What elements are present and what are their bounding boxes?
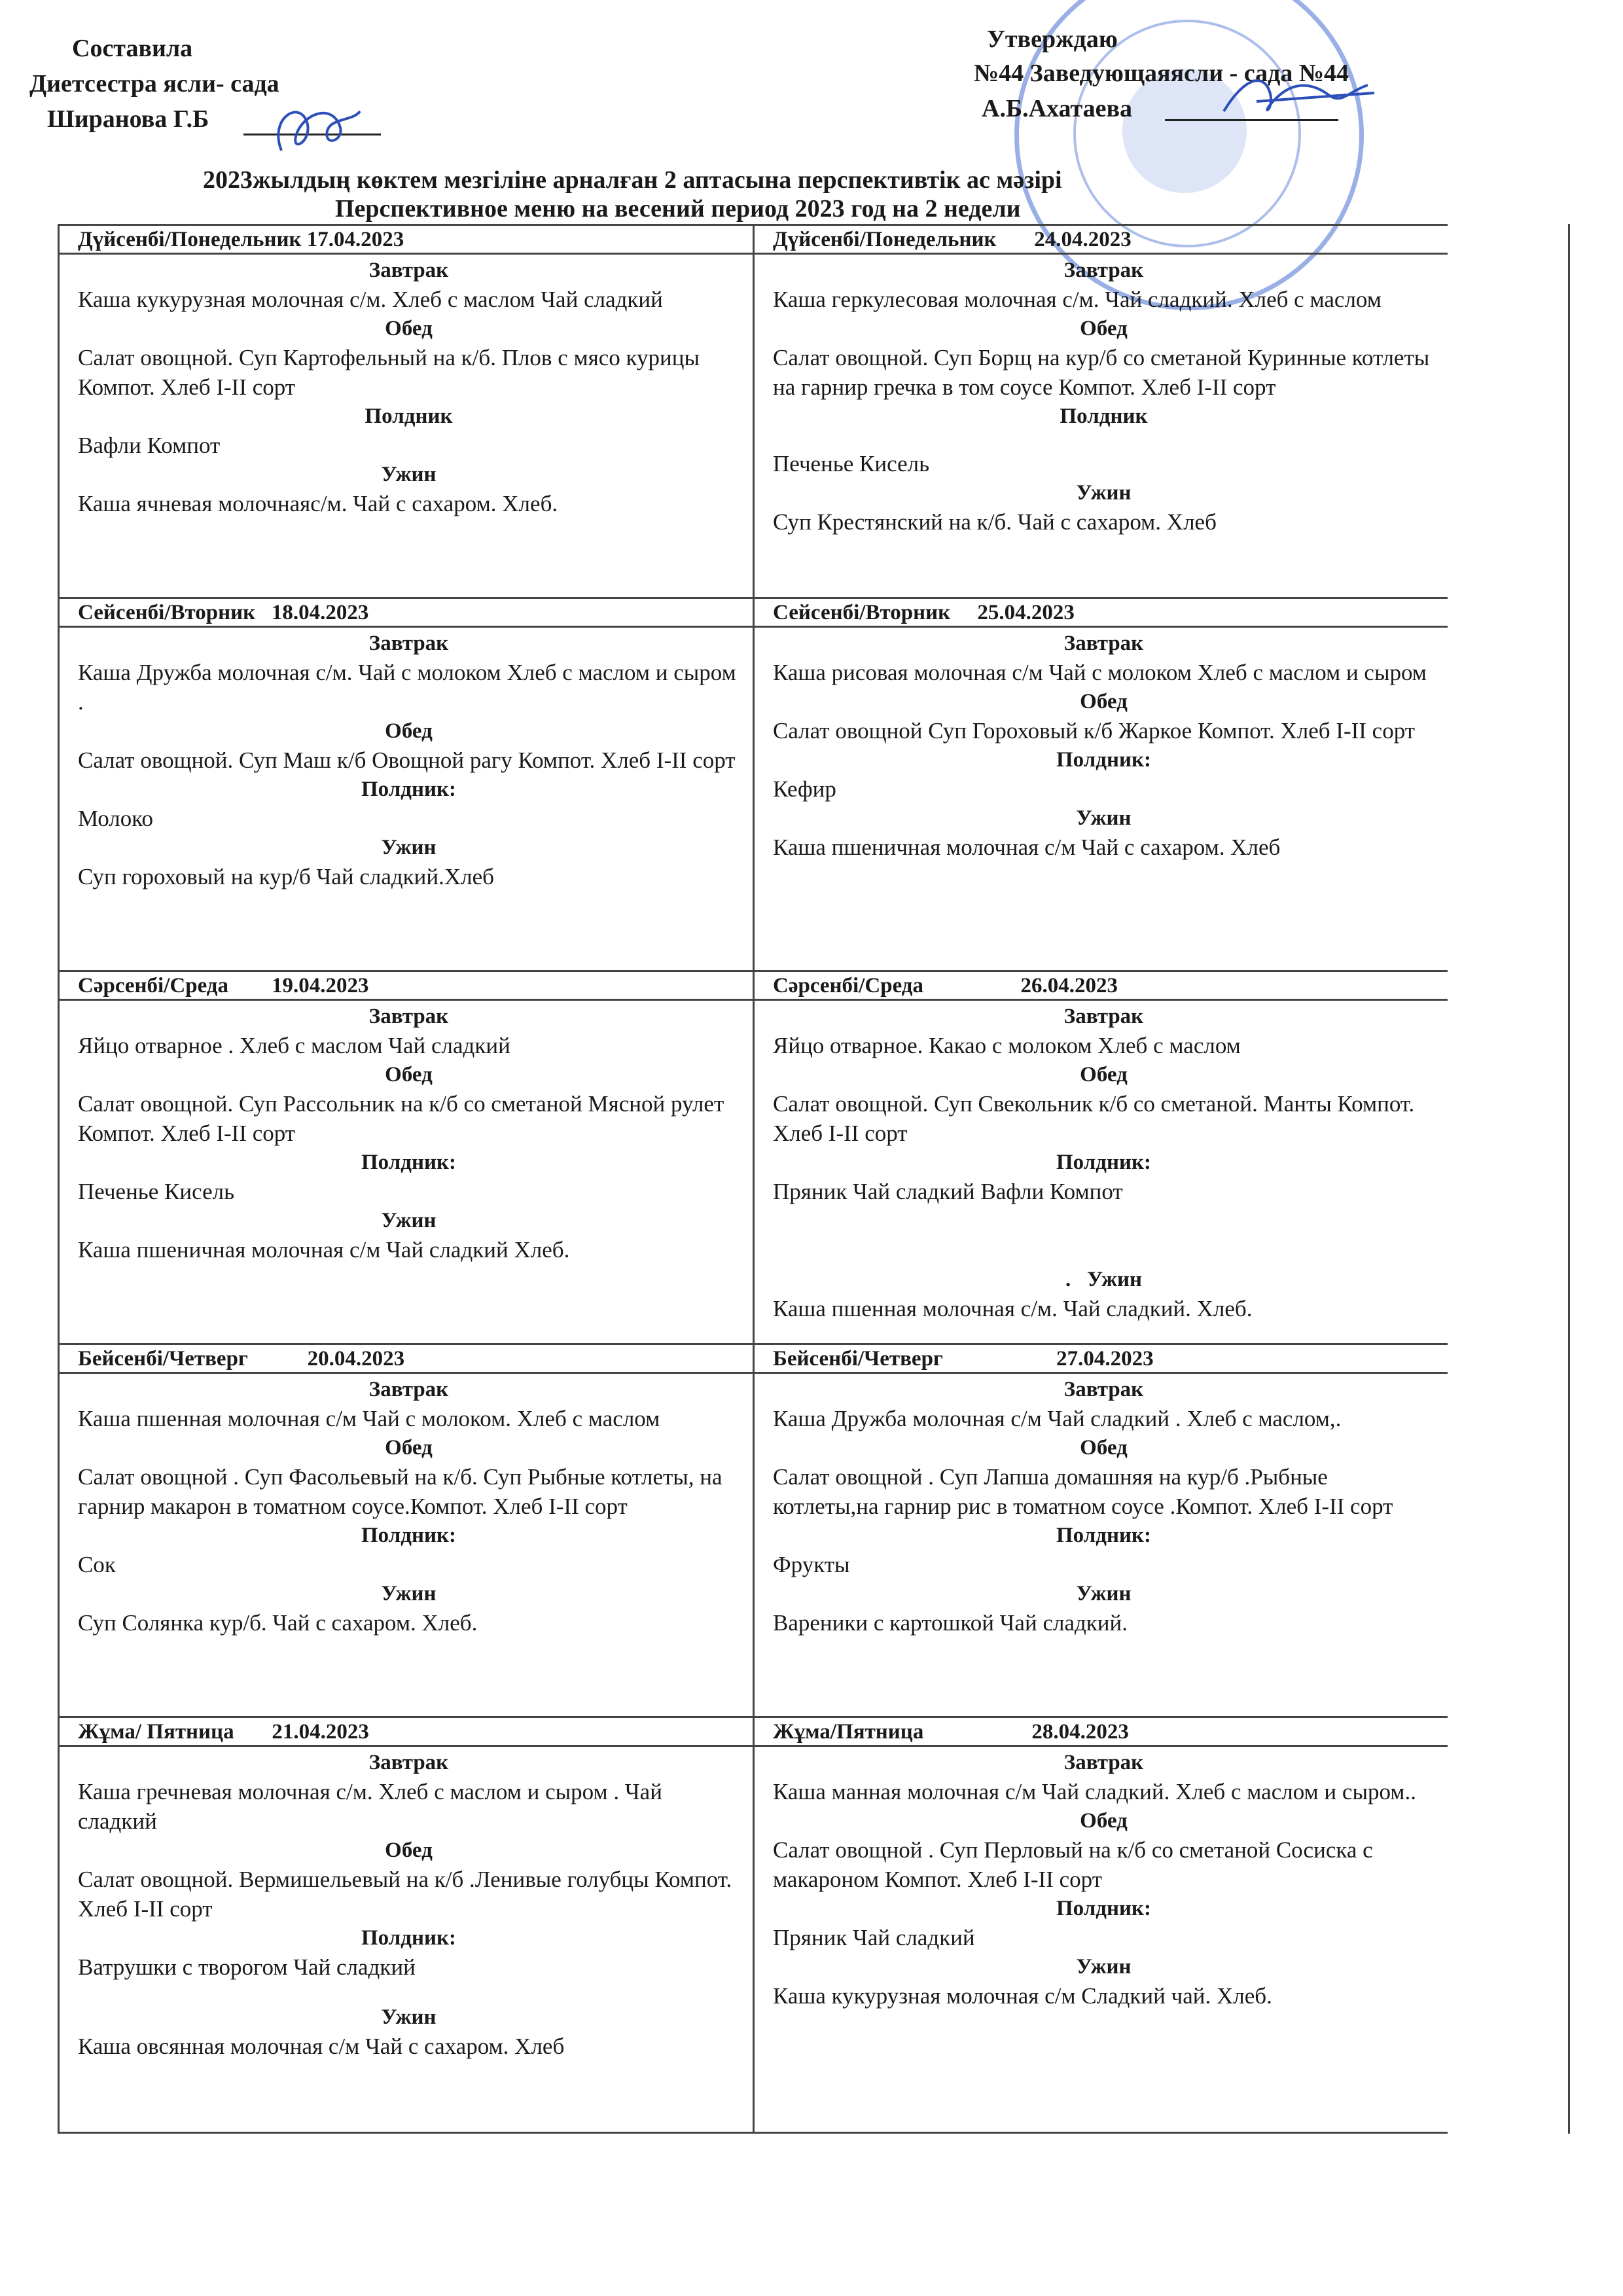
- snack-items: Молоко: [78, 806, 153, 831]
- breakfast-items: Каша Дружба молочная с/м. Чай с молоком Хлеб с маслом и сыром .: [78, 660, 736, 715]
- breakfast-label: Завтрак: [368, 1005, 449, 1028]
- breakfast-label: Завтрак: [368, 1378, 449, 1401]
- dinner-items: Каша овсянная молочная с/м Чай с сахаром. Хлеб: [78, 2034, 565, 2059]
- breakfast-label: Завтрак: [1063, 1751, 1144, 1774]
- breakfast-label: Завтрак: [368, 632, 449, 655]
- day-cell: [58, 1716, 753, 2134]
- snack-label: Полдник:: [361, 778, 456, 801]
- breakfast-label: Завтрак: [1063, 632, 1144, 655]
- breakfast-items: Каша гречневая молочная с/м. Хлеб с маслом и сыром . Чай сладкий: [78, 1779, 662, 1834]
- compiler-signature: [262, 92, 366, 164]
- day-header: Сәрсенбі/Среда 26.04.2023: [755, 972, 1448, 1001]
- day-cell: [58, 1343, 753, 1716]
- lunch-label: Обед: [1080, 690, 1128, 713]
- lunch-label: Обед: [385, 1839, 433, 1862]
- snack-items: Кефир: [773, 776, 836, 802]
- day-header: Дүйсенбі/Понедельник 24.04.2023: [755, 226, 1448, 255]
- snack-label: Полдник:: [1056, 748, 1151, 772]
- dinner-label: Ужин: [381, 1209, 437, 1232]
- dinner-label: Ужин: [381, 836, 437, 859]
- lunch-items: Салат овощной. Суп Картофельный на к/б. Плов с мясо курицы Компот. Хлеб I-II сорт: [78, 345, 700, 400]
- snack-label: Полдник: [1060, 404, 1148, 428]
- snack-items: Сок: [78, 1552, 116, 1577]
- snack-label: Полдник: [365, 404, 453, 428]
- snack-items: Ватрушки с творогом Чай сладкий: [78, 1954, 416, 1980]
- snack-items: Печенье Кисель: [78, 1179, 235, 1204]
- dinner-items: Каша кукурузная молочная с/м Сладкий чай. Хлеб.: [773, 1983, 1272, 2009]
- title-kazakh: 2023жылдың көктем мезгіліне арналған 2 аптасына перспективтік ас мәзірі: [203, 166, 1062, 194]
- day-header: Жұма/Пятница 28.04.2023: [755, 1718, 1448, 1747]
- day-cell: [58, 224, 753, 597]
- breakfast-items: Каша рисовая молочная с/м Чай с молоком Хлеб с маслом и сыром: [773, 660, 1427, 685]
- lunch-label: Обед: [385, 1063, 433, 1086]
- dinner-label: . Ужин: [1065, 1268, 1143, 1291]
- approver-signature: [1217, 65, 1387, 131]
- day-header: Жұма/ Пятница 21.04.2023: [60, 1718, 753, 1747]
- dinner-items: Каша пшеничная молочная с/м Чай с сахаром. Хлеб: [773, 834, 1281, 860]
- breakfast-label: Завтрак: [1063, 1378, 1144, 1401]
- breakfast-label: Завтрак: [368, 1751, 449, 1774]
- dinner-label: Ужин: [1076, 1955, 1132, 1979]
- lunch-label: Обед: [1080, 1436, 1128, 1460]
- day-cell: [753, 224, 1448, 597]
- lunch-items: Салат овощной. Суп Борщ на кур/б со сметаной Куринные котлеты на гарнир гречка в том соусе Компот. Хлеб I-II сорт: [773, 345, 1430, 400]
- lunch-items: Салат овощной Суп Гороховый к/б Жаркое Компот. Хлеб I-II сорт: [773, 718, 1416, 744]
- lunch-items: Салат овощной . Суп Перловый на к/б со сметаной Сосиска с макароном Компот. Хлеб I-II сорт: [773, 1837, 1373, 1892]
- dinner-label: Ужин: [381, 1582, 437, 1605]
- snack-label: Полдник:: [361, 1524, 456, 1547]
- snack-label: Полдник:: [361, 1151, 456, 1174]
- day-cell: [753, 597, 1448, 970]
- snack-label: Полдник:: [1056, 1524, 1151, 1547]
- snack-label: Полдник:: [1056, 1897, 1151, 1920]
- dinner-label: Ужин: [1076, 1582, 1132, 1605]
- breakfast-label: Завтрак: [1063, 1005, 1144, 1028]
- dinner-items: Каша пшеничная молочная с/м Чай сладкий Хлеб.: [78, 1237, 570, 1263]
- snack-items: Фрукты: [773, 1552, 850, 1577]
- breakfast-items: Каша геркулесовая молочная с/м. Чай сладкий. Хлеб с маслом: [773, 287, 1382, 312]
- day-header: Сәрсенбі/Среда 19.04.2023: [60, 972, 753, 1001]
- lunch-label: Обед: [385, 317, 433, 340]
- breakfast-items: Яйцо отварное. Какао с молоком Хлеб с маслом: [773, 1033, 1241, 1058]
- lunch-label: Обед: [1080, 1809, 1128, 1833]
- dinner-items: Суп гороховый на кур/б Чай сладкий.Хлеб: [78, 864, 494, 889]
- breakfast-items: Каша манная молочная с/м Чай сладкий. Хлеб с маслом и сыром..: [773, 1779, 1416, 1804]
- title-russian: Перспективное меню на весений период 2023 год на 2 недели: [335, 195, 1021, 223]
- dinner-label: Ужин: [381, 463, 437, 486]
- approver-name: А.Б.Ахатаева: [982, 95, 1133, 122]
- breakfast-label: Завтрак: [368, 259, 449, 282]
- day-header: Бейсенбі/Четверг 27.04.2023: [755, 1345, 1448, 1374]
- snack-label: Полдник:: [361, 1926, 456, 1950]
- approver-position: №44 Заведующаяясли - сада №44: [974, 60, 1349, 87]
- dinner-items: Суп Солянка кур/б. Чай с сахаром. Хлеб.: [78, 1610, 478, 1636]
- compiler-position: Диетсестра ясли- сада: [29, 70, 279, 98]
- lunch-items: Салат овощной. Суп Маш к/б Овощной рагу Компот. Хлеб I-II сорт: [78, 747, 736, 773]
- breakfast-items: Каша Дружба молочная с/м Чай сладкий . Хлеб с маслом,.: [773, 1406, 1342, 1431]
- lunch-items: Салат овощной. Вермишельевый на к/б .Ленивые голубцы Компот. Хлеб I-II сорт: [78, 1867, 732, 1922]
- dinner-label: Ужин: [381, 2005, 437, 2029]
- compiled-by-label: Составила: [72, 35, 193, 62]
- day-cell: [753, 1343, 1448, 1716]
- lunch-items: Салат овощной . Суп Лапша домашняя на кур/б .Рыбные котлеты,на гарнир рис в томатном соусе .Компот. Хлеб I-II сорт: [773, 1464, 1393, 1519]
- snack-items: Пряник Чай сладкий Вафли Компот: [773, 1179, 1123, 1204]
- dinner-label: Ужин: [1076, 806, 1132, 830]
- snack-items: Печенье Кисель: [773, 451, 930, 476]
- menu-table: [58, 224, 1570, 2134]
- snack-items: Пряник Чай сладкий: [773, 1925, 975, 1950]
- dinner-items: Каша пшенная молочная с/м. Чай сладкий. Хлеб.: [773, 1296, 1253, 1321]
- lunch-label: Обед: [385, 1436, 433, 1460]
- lunch-items: Салат овощной. Суп Рассольник на к/б со сметаной Мясной рулет Компот. Хлеб I-II сорт: [78, 1091, 724, 1146]
- day-cell: [58, 597, 753, 970]
- lunch-label: Обед: [1080, 317, 1128, 340]
- day-header: Сейсенбі/Вторник 25.04.2023: [755, 599, 1448, 628]
- lunch-label: Обед: [385, 719, 433, 743]
- breakfast-items: Каша пшенная молочная с/м Чай с молоком. Хлеб с маслом: [78, 1406, 660, 1431]
- lunch-label: Обед: [1080, 1063, 1128, 1086]
- day-cell: [58, 970, 753, 1343]
- dinner-label: Ужин: [1076, 481, 1132, 505]
- snack-items: Вафли Компот: [78, 433, 221, 458]
- breakfast-label: Завтрак: [1063, 259, 1144, 282]
- dinner-items: Суп Крестянский на к/б. Чай с сахаром. Хлеб: [773, 509, 1217, 535]
- breakfast-items: Каша кукурузная молочная с/м. Хлеб с маслом Чай сладкий: [78, 287, 663, 312]
- dinner-items: Вареники с картошкой Чай сладкий.: [773, 1610, 1128, 1636]
- day-header: Сейсенбі/Вторник 18.04.2023: [60, 599, 753, 628]
- approve-label: Утверждаю: [987, 26, 1118, 53]
- day-header: Бейсенбі/Четверг 20.04.2023: [60, 1345, 753, 1374]
- day-cell: [753, 1716, 1448, 2134]
- lunch-items: Салат овощной. Суп Свекольник к/б со сметаной. Манты Компот. Хлеб I-II сорт: [773, 1091, 1415, 1146]
- day-header: Дүйсенбі/Понедельник 17.04.2023: [60, 226, 753, 255]
- dinner-items: Каша ячневая молочнаяс/м. Чай с сахаром. Хлеб.: [78, 491, 558, 516]
- snack-label: Полдник:: [1056, 1151, 1151, 1174]
- breakfast-items: Яйцо отварное . Хлеб с маслом Чай сладкий: [78, 1033, 510, 1058]
- lunch-items: Салат овощной . Суп Фасольевый на к/б. Суп Рыбные котлеты, на гарнир макарон в томатном соусе.Компот. Хлеб I-II сорт: [78, 1464, 722, 1519]
- compiler-name: Ширанова Г.Б: [47, 105, 209, 133]
- day-cell: [753, 970, 1448, 1343]
